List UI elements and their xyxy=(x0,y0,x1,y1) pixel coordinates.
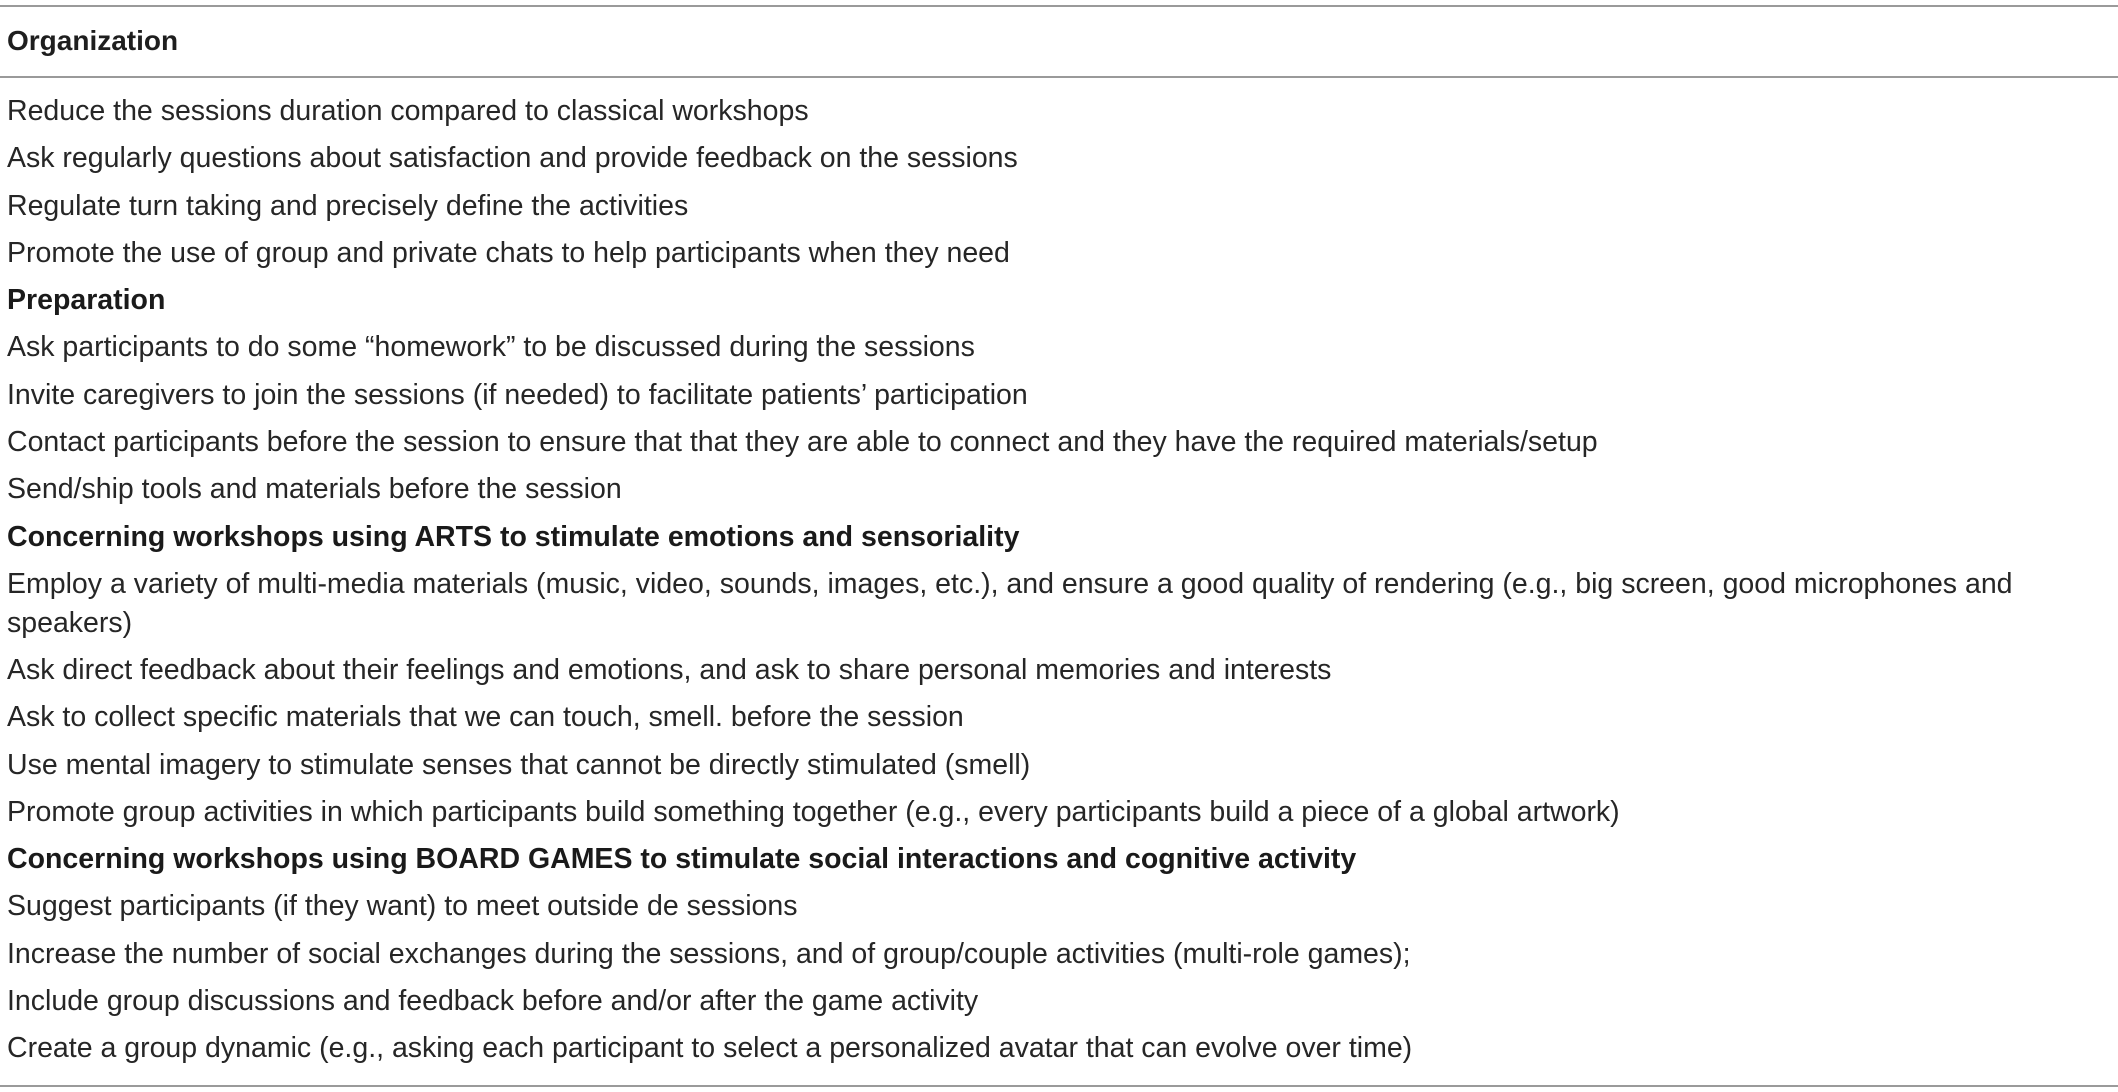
table-row: Include group discussions and feedback before and/or after the game activity xyxy=(7,985,979,1018)
section-heading: Concerning workshops using ARTS to stimulate emotions and sensoriality xyxy=(7,520,1020,553)
section-heading: Preparation xyxy=(7,284,166,317)
table-row: Create a group dynamic (e.g., asking each participant to select a personalized avatar that can evolve over time) xyxy=(7,1032,1413,1065)
table-top-rule xyxy=(0,5,2118,7)
table-body xyxy=(7,89,2107,1074)
table-row: Invite caregivers to join the sessions (if needed) to facilitate patients’ participation xyxy=(7,378,1028,411)
table-row: Promote group activities in which participants build something together (e.g., every participants build a piece of a global artwork) xyxy=(7,795,1620,828)
table-row: Suggest participants (if they want) to meet outside de sessions xyxy=(7,890,798,923)
table-row: Increase the number of social exchanges during the sessions, and of group/couple activities (multi-role games); xyxy=(7,937,1411,970)
table-row: Contact participants before the session to ensure that that they are able to connect and they have the required materials/setup xyxy=(7,426,1598,459)
table-row: Ask to collect specific materials that we can touch, smell. before the session xyxy=(7,701,964,734)
table-row: Ask participants to do some “homework” to be discussed during the sessions xyxy=(7,331,975,364)
table-header: Organization xyxy=(7,25,179,56)
table-row: Employ a variety of multi-media materials (music, video, sounds, images, etc.), and ensure a good quality of rendering (e.g., big screen, good microphones and speakers) xyxy=(7,567,2013,639)
table-row: Use mental imagery to stimulate senses that cannot be directly stimulated (smell) xyxy=(7,748,1031,781)
section-heading: Concerning workshops using BOARD GAMES to stimulate social interactions and cognitive activity xyxy=(7,843,1357,876)
table-row: Reduce the sessions duration compared to classical workshops xyxy=(7,95,809,127)
table-bottom-rule xyxy=(0,1085,2118,1087)
table-row: Promote the use of group and private chats to help participants when they need xyxy=(7,236,1010,269)
table-row: Ask regularly questions about satisfaction and provide feedback on the sessions xyxy=(7,142,1018,175)
table-row: Send/ship tools and materials before the session xyxy=(7,473,622,506)
table-row: Ask direct feedback about their feelings and emotions, and ask to share personal memories and interests xyxy=(7,653,1332,686)
table-header-rule xyxy=(0,76,2118,78)
table-row: Regulate turn taking and precisely define the activities xyxy=(7,189,689,222)
